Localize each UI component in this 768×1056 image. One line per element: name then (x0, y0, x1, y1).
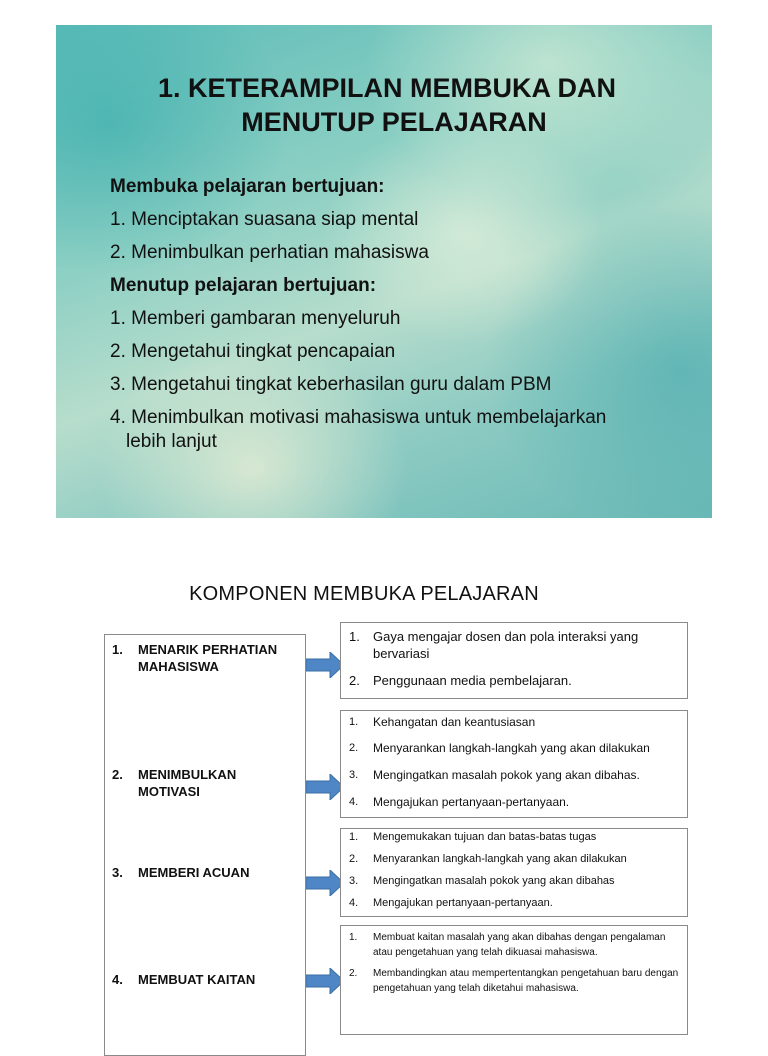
detail-box (340, 828, 688, 917)
detail-text: Mengingatkan masalah pokok yang akan dibahas. (373, 768, 640, 782)
close-item: 4. Menimbulkan motivasi mahasiswa untuk membelajarkan (110, 407, 607, 428)
detail-number: 4. (349, 897, 359, 909)
open-heading: Membuka pelajaran bertujuan: (110, 176, 385, 197)
component-item (112, 971, 298, 988)
slide-body (110, 175, 700, 454)
component-label: MENARIK PERHATIAN MAHASISWA (138, 642, 278, 674)
component-number: 4. (112, 972, 123, 987)
detail-item (349, 852, 679, 866)
component-item (112, 766, 298, 800)
detail-number: 2. (349, 673, 360, 688)
detail-box (340, 710, 688, 818)
detail-number: 3. (349, 769, 359, 781)
detail-number: 2. (349, 742, 359, 754)
slide-title (56, 71, 712, 139)
close-item: 2. Mengetahui tingkat pencapaian (110, 341, 396, 362)
detail-text: Menyarankan langkah-langkah yang akan dilakukan (373, 853, 627, 865)
slide-keterampilan (56, 25, 712, 518)
component-label: MEMBUAT KAITAN (138, 972, 256, 987)
detail-text: Membuat kaitan masalah yang akan dibahas dengan pengalaman atau pengetahuan yang telah dikuasai mahasiswa. (373, 932, 666, 958)
detail-item (349, 768, 679, 783)
right-arrow-icon (306, 774, 344, 800)
component-number: 3. (112, 865, 123, 880)
detail-item (349, 628, 679, 662)
detail-text: Kehangatan dan keantusiasan (373, 715, 536, 729)
detail-item (349, 741, 679, 756)
section-title: KOMPONEN MEMBUKA PELAJARAN (189, 583, 539, 605)
detail-number: 4. (349, 796, 359, 808)
component-item (112, 864, 298, 881)
detail-box (340, 622, 688, 699)
detail-text: Menyarankan langkah-langkah yang akan dilakukan (373, 741, 650, 755)
detail-text: Mengemukakan tujuan dan batas-batas tugas (373, 831, 597, 843)
detail-text: Penggunaan media pembelajaran. (373, 673, 572, 688)
slide-title-line1: 1. KETERAMPILAN MEMBUKA DAN (158, 73, 616, 103)
detail-number: 2. (349, 968, 358, 979)
detail-item (349, 874, 679, 888)
detail-item (349, 966, 679, 996)
open-item: 1. Menciptakan suasana siap mental (110, 209, 419, 230)
close-item: 1. Memberi gambaran menyeluruh (110, 308, 401, 329)
detail-text: Mengajukan pertanyaan-pertanyaan. (373, 897, 553, 909)
detail-text: Gaya mengajar dosen dan pola interaksi yang bervariasi (373, 629, 639, 661)
detail-item (349, 830, 679, 844)
detail-text: Membandingkan atau mempertentangkan pengetahuan baru dengan pengetahuan yang telah diketahui mahasiswa. (373, 968, 679, 994)
detail-text: Mengingatkan masalah pokok yang akan dibahas (373, 875, 615, 887)
detail-number: 1. (349, 629, 360, 644)
slide-title-line2: MENUTUP PELAJARAN (241, 107, 547, 137)
component-item (112, 641, 298, 675)
close-item: 3. Mengetahui tingkat keberhasilan guru dalam PBM (110, 374, 552, 395)
open-item: 2. Menimbulkan perhatian mahasiswa (110, 242, 429, 263)
detail-box (340, 925, 688, 1035)
close-heading: Menutup pelajaran bertujuan: (110, 275, 377, 296)
close-item-continuation: lebih lanjut (126, 431, 217, 452)
components-box (104, 634, 306, 1056)
right-arrow-icon (306, 870, 344, 896)
component-label: MENIMBULKAN MOTIVASI (138, 767, 237, 799)
component-label: MEMBERI ACUAN (138, 865, 250, 880)
component-number: 2. (112, 767, 123, 782)
detail-number: 1. (349, 932, 358, 943)
detail-number: 2. (349, 853, 359, 865)
detail-number: 1. (349, 831, 359, 843)
detail-number: 3. (349, 875, 359, 887)
detail-item (349, 715, 679, 730)
detail-text: Mengajukan pertanyaan-pertanyaan. (373, 795, 570, 809)
detail-item (349, 795, 679, 810)
detail-item (349, 896, 679, 910)
right-arrow-icon (306, 652, 344, 678)
component-number: 1. (112, 642, 123, 657)
detail-number: 1. (349, 716, 359, 728)
detail-item (349, 672, 679, 689)
right-arrow-icon (306, 968, 344, 994)
detail-item (349, 930, 679, 960)
